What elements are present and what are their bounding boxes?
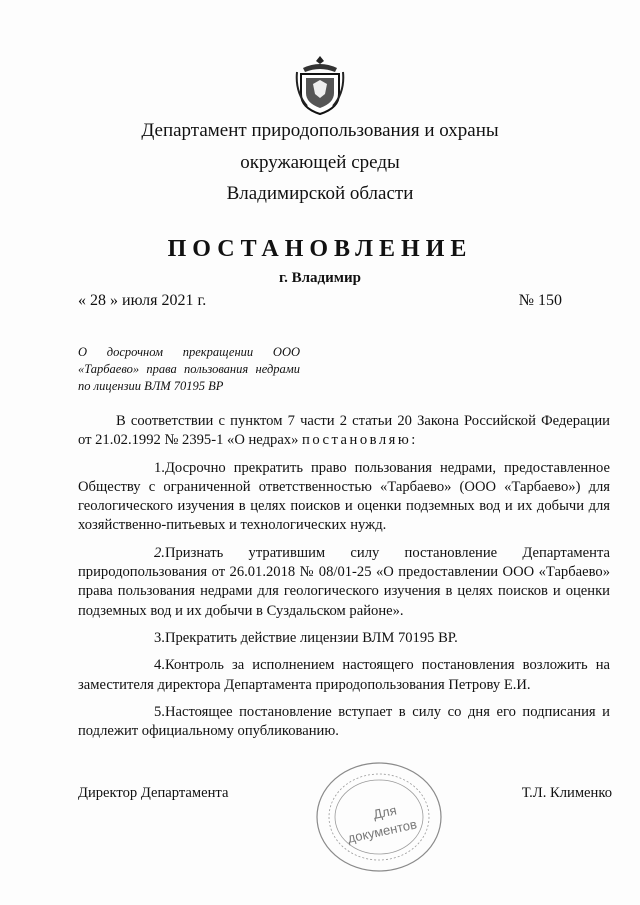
document-subject: О досрочном прекращении ООО «Тарбаево» права пользования недрами по лицензии ВЛМ 70195 ВР	[78, 345, 300, 393]
document-city: г. Владимир	[279, 270, 361, 286]
document-date: « 28 » июля 2021 г.	[78, 292, 207, 309]
coat-of-arms-icon	[295, 54, 345, 116]
list-item	[78, 703, 610, 742]
document-body	[78, 412, 610, 749]
list-item	[78, 544, 610, 621]
item-number: 3.	[154, 629, 165, 646]
item-number: 5.	[154, 703, 165, 720]
item-text: Контроль за исполнением настоящего постановления возложить на заместителя директора Департамента природопользования Петрову Е.И.	[78, 657, 610, 693]
signatory-position: Директор Департамента	[78, 785, 229, 801]
list-item	[78, 459, 610, 536]
department-name-line-2: окружающей среды	[240, 152, 400, 173]
signatory-name: Т.Л. Клименко	[521, 785, 612, 801]
stamp-text-line-1: Для	[371, 802, 398, 822]
document-number: № 150	[518, 292, 562, 309]
round-seal-stamp-icon	[314, 760, 444, 875]
stamp-text-line-2: документов	[346, 816, 419, 846]
department-name-line-1: Департамент природопользования и охраны	[141, 120, 499, 141]
list-item	[78, 629, 610, 648]
preamble-text: В соответствии с пунктом 7 части 2 статьи 20 Закона Российской Федерации от 21.02.1992 № 2395-1 «О недрах»	[78, 413, 610, 449]
preamble-decision: постановляю:	[302, 432, 418, 449]
item-number: 4.	[154, 657, 165, 674]
department-name-line-3: Владимирской области	[226, 183, 414, 204]
preamble	[78, 412, 610, 451]
item-text: Признать утратившим силу постановление Департамента природопользования от 26.01.2018 № 08/01-25 «О предоставлении ООО «Тарбаево» права пользования недрами для геологического изучения в целях поисков и оценки подземных вод и их добычи в Суздальском районе».	[78, 544, 610, 619]
item-text: Прекратить действие лицензии ВЛМ 70195 ВР.	[164, 629, 458, 646]
item-number: 1.	[154, 459, 165, 476]
item-text: Досрочно прекратить право пользования недрами, предоставленное Обществу с ограниченной ответственностью «Тарбаево» (ООО «Тарбаево») для геологического изучения в целях поисков и оценки подземных вод и их добычи для хозяйственно-питьевых и технологических нужд.	[78, 459, 610, 534]
document-title: ПОСТАНОВЛЕНИЕ	[167, 236, 473, 262]
item-number: 2.	[154, 544, 165, 561]
item-text: Настоящее постановление вступает в силу со дня его подписания и подлежит официальному опубликованию.	[78, 703, 610, 740]
list-item	[78, 656, 610, 695]
